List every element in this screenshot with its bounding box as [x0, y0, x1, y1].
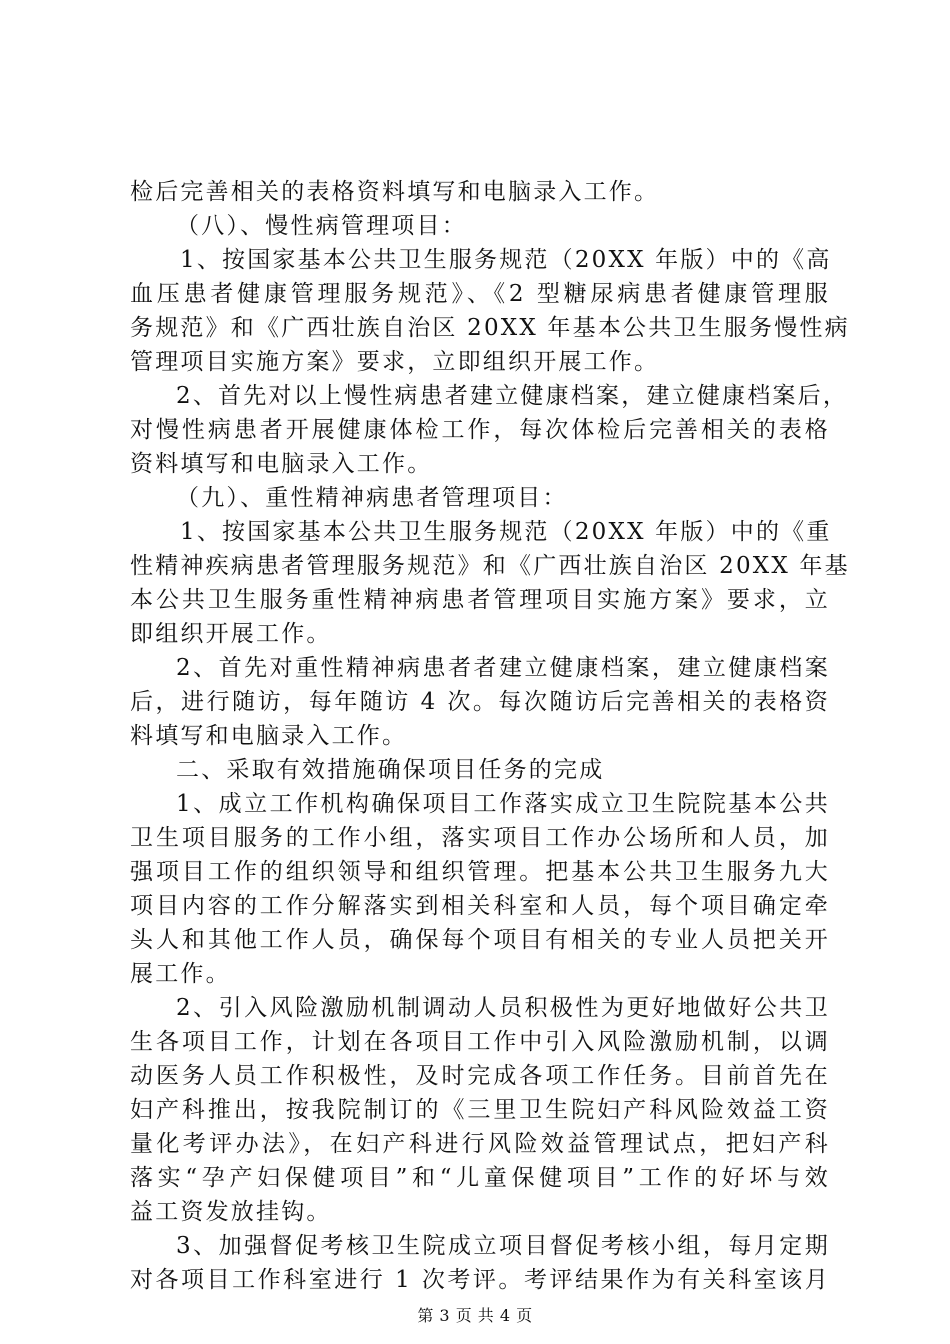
text-line: 卫生项目服务的工作小组，落实项目工作办公场所和人员，加: [130, 825, 830, 851]
text-line: 生各项目工作，计划在各项目工作中引入风险激励机制，以调: [130, 1029, 830, 1055]
text-line: 2、首先对以上慢性病患者建立健康档案，建立健康档案后，: [176, 383, 849, 409]
text-line: 益工资发放挂钩。: [130, 1199, 332, 1225]
text-line: 2、首先对重性精神病患者者建立健康档案，建立健康档案: [176, 655, 830, 681]
text-line: 量化考评办法》，在妇产科进行风险效益管理试点，把妇产科: [130, 1131, 830, 1157]
text-line: 后，进行随访，每年随访 4 次。每次随访后完善相关的表格资: [130, 689, 830, 715]
text-line: 展工作。: [130, 961, 231, 987]
text-line: 料填写和电脑录入工作。: [130, 723, 408, 749]
text-line: 落实“孕产妇保健项目”和“儿童保健项目”工作的好坏与效: [130, 1165, 830, 1191]
text-line: 血压患者健康管理服务规范》、《2 型糖尿病患者健康管理服: [130, 281, 830, 307]
section-heading: 二、采取有效措施确保项目任务的完成: [176, 757, 605, 783]
section-heading: （九）、重性精神病患者管理项目：: [176, 485, 568, 511]
page-footer: 第 3 页 共 4 页: [417, 1306, 533, 1325]
text-line: 动医务人员工作积极性，及时完成各项工作任务。目前首先在: [130, 1063, 830, 1089]
text-line: 资料填写和电脑录入工作。: [130, 451, 433, 477]
text-line: 1、成立工作机构确保项目工作落实成立卫生院院基本公共: [176, 791, 830, 817]
text-line: 项目内容的工作分解落实到相关科室和人员，每个项目确定牵: [130, 893, 830, 919]
section-heading: （八）、慢性病管理项目：: [176, 213, 467, 239]
text-line: 对各项目工作科室进行 1 次考评。考评结果作为有关科室该月: [130, 1267, 830, 1293]
text-line: 即组织开展工作。: [130, 621, 332, 647]
text-line: 妇产科推出，按我院制订的《三里卫生院妇产科风险效益工资: [130, 1097, 830, 1123]
text-line: 2、引入风险激励机制调动人员积极性为更好地做好公共卫: [176, 995, 830, 1021]
text-line: 3、加强督促考核卫生院成立项目督促考核小组，每月定期: [176, 1233, 830, 1259]
text-line: 性精神疾病患者管理服务规范》和《广西壮族自治区 20XX 年基: [130, 553, 850, 579]
text-line: 头人和其他工作人员，确保每个项目有相关的专业人员把关开: [130, 927, 830, 953]
text-line: 强项目工作的组织领导和组织管理。把基本公共卫生服务九大: [130, 859, 830, 885]
text-line: 本公共卫生服务重性精神病患者管理项目实施方案》要求，立: [130, 587, 830, 613]
text-line: 对慢性病患者开展健康体检工作，每次体检后完善相关的表格: [130, 417, 830, 443]
text-line: 1、按国家基本公共卫生服务规范（20XX 年版）中的《高: [180, 247, 832, 273]
text-line: 检后完善相关的表格资料填写和电脑录入工作。: [130, 179, 660, 205]
text-line: 务规范》和《广西壮族自治区 20XX 年基本公共卫生服务慢性病: [130, 315, 850, 341]
text-line: 1、按国家基本公共卫生服务规范（20XX 年版）中的《重: [180, 519, 832, 545]
text-line: 管理项目实施方案》要求，立即组织开展工作。: [130, 349, 660, 375]
